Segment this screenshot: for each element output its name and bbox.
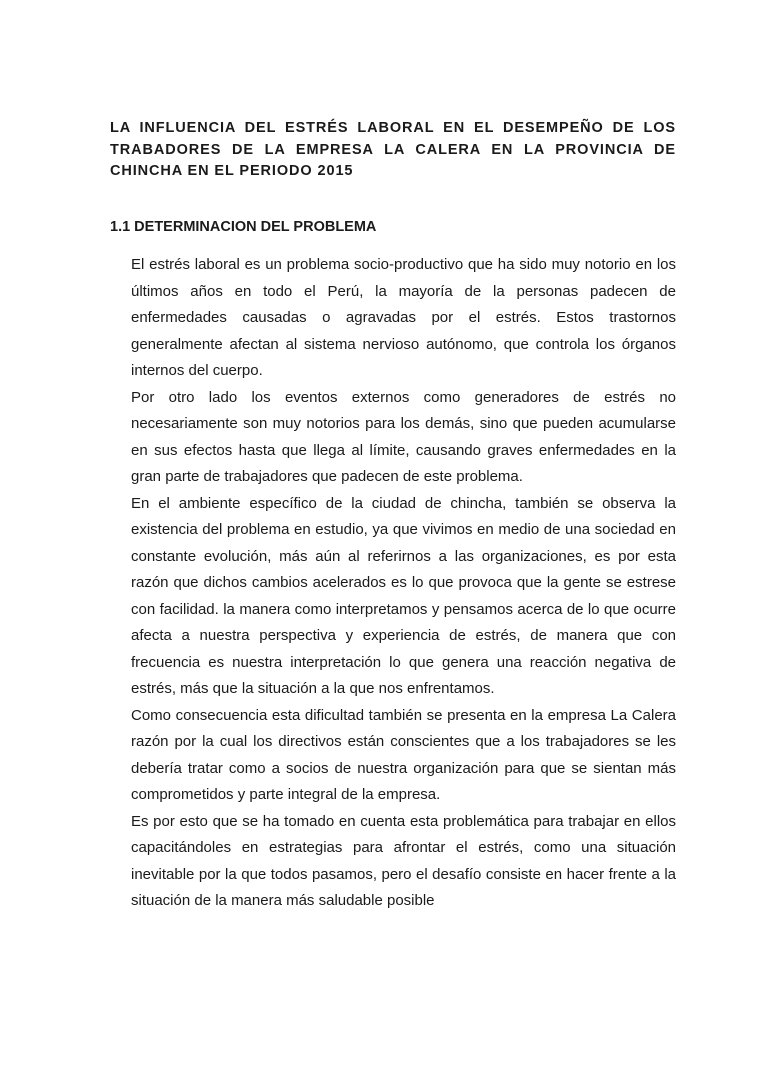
body-text xyxy=(131,252,676,915)
paragraph: Como consecuencia esta dificultad también se presenta en la empresa La Calera razón por la cual los directivos están conscientes que a los trabajadores se les debería tratar como a socios de nuestra organización para que se sientan más comprometidos y parte integral de la empresa. xyxy=(131,706,676,803)
paragraph: El estrés laboral es un problema socio-productivo que ha sido muy notorio en los últimos años en todo el Perú, la mayoría de la personas padecen de enfermedades causadas o agravadas por el estrés. Estos trastornos generalmente afectan al sistema nervioso autónomo, que controla los órganos internos del cuerpo. xyxy=(131,256,676,379)
paragraph: Es por esto que se ha tomado en cuenta esta problemática para trabajar en ellos capacitándoles en estrategias para afrontar el estrés, como una situación inevitable por la que todos pasamos, pero el desafío consiste en hacer frente a la situación de la manera más saludable posible xyxy=(131,812,676,909)
paragraph: Por otro lado los eventos externos como generadores de estrés no necesariamente son muy notorios para los demás, sino que pueden acumularse en sus efectos hasta que llega al límite, causando graves enfermedades en la gran parte de trabajadores que padecen de este problema. xyxy=(131,388,676,485)
document-title: LA INFLUENCIA DEL ESTRÉS LABORAL EN EL DESEMPEÑO DE LOS TRABADORES DE LA EMPRESA LA CALERA EN LA PROVINCIA DE CHINCHA EN EL PERIODO 2015 xyxy=(110,120,676,179)
section-heading: 1.1 DETERMINACION DEL PROBLEMA xyxy=(110,219,377,235)
paragraph: En el ambiente específico de la ciudad de chincha, también se observa la existencia del problema en estudio, ya que vivimos en medio de una sociedad en constante evolución, más aún al referirnos a las organizaciones, es por esta razón que dichos cambios acelerados es lo que provoca que la gente se estrese con facilidad. la manera como interpretamos y pensamos acerca de lo que ocurre afecta a nuestra perspectiva y experiencia de estrés, de manera que con frecuencia es nuestra interpretación lo que genera una reacción negativa de estrés, más que la situación a la que nos enfrentamos. xyxy=(131,494,676,697)
